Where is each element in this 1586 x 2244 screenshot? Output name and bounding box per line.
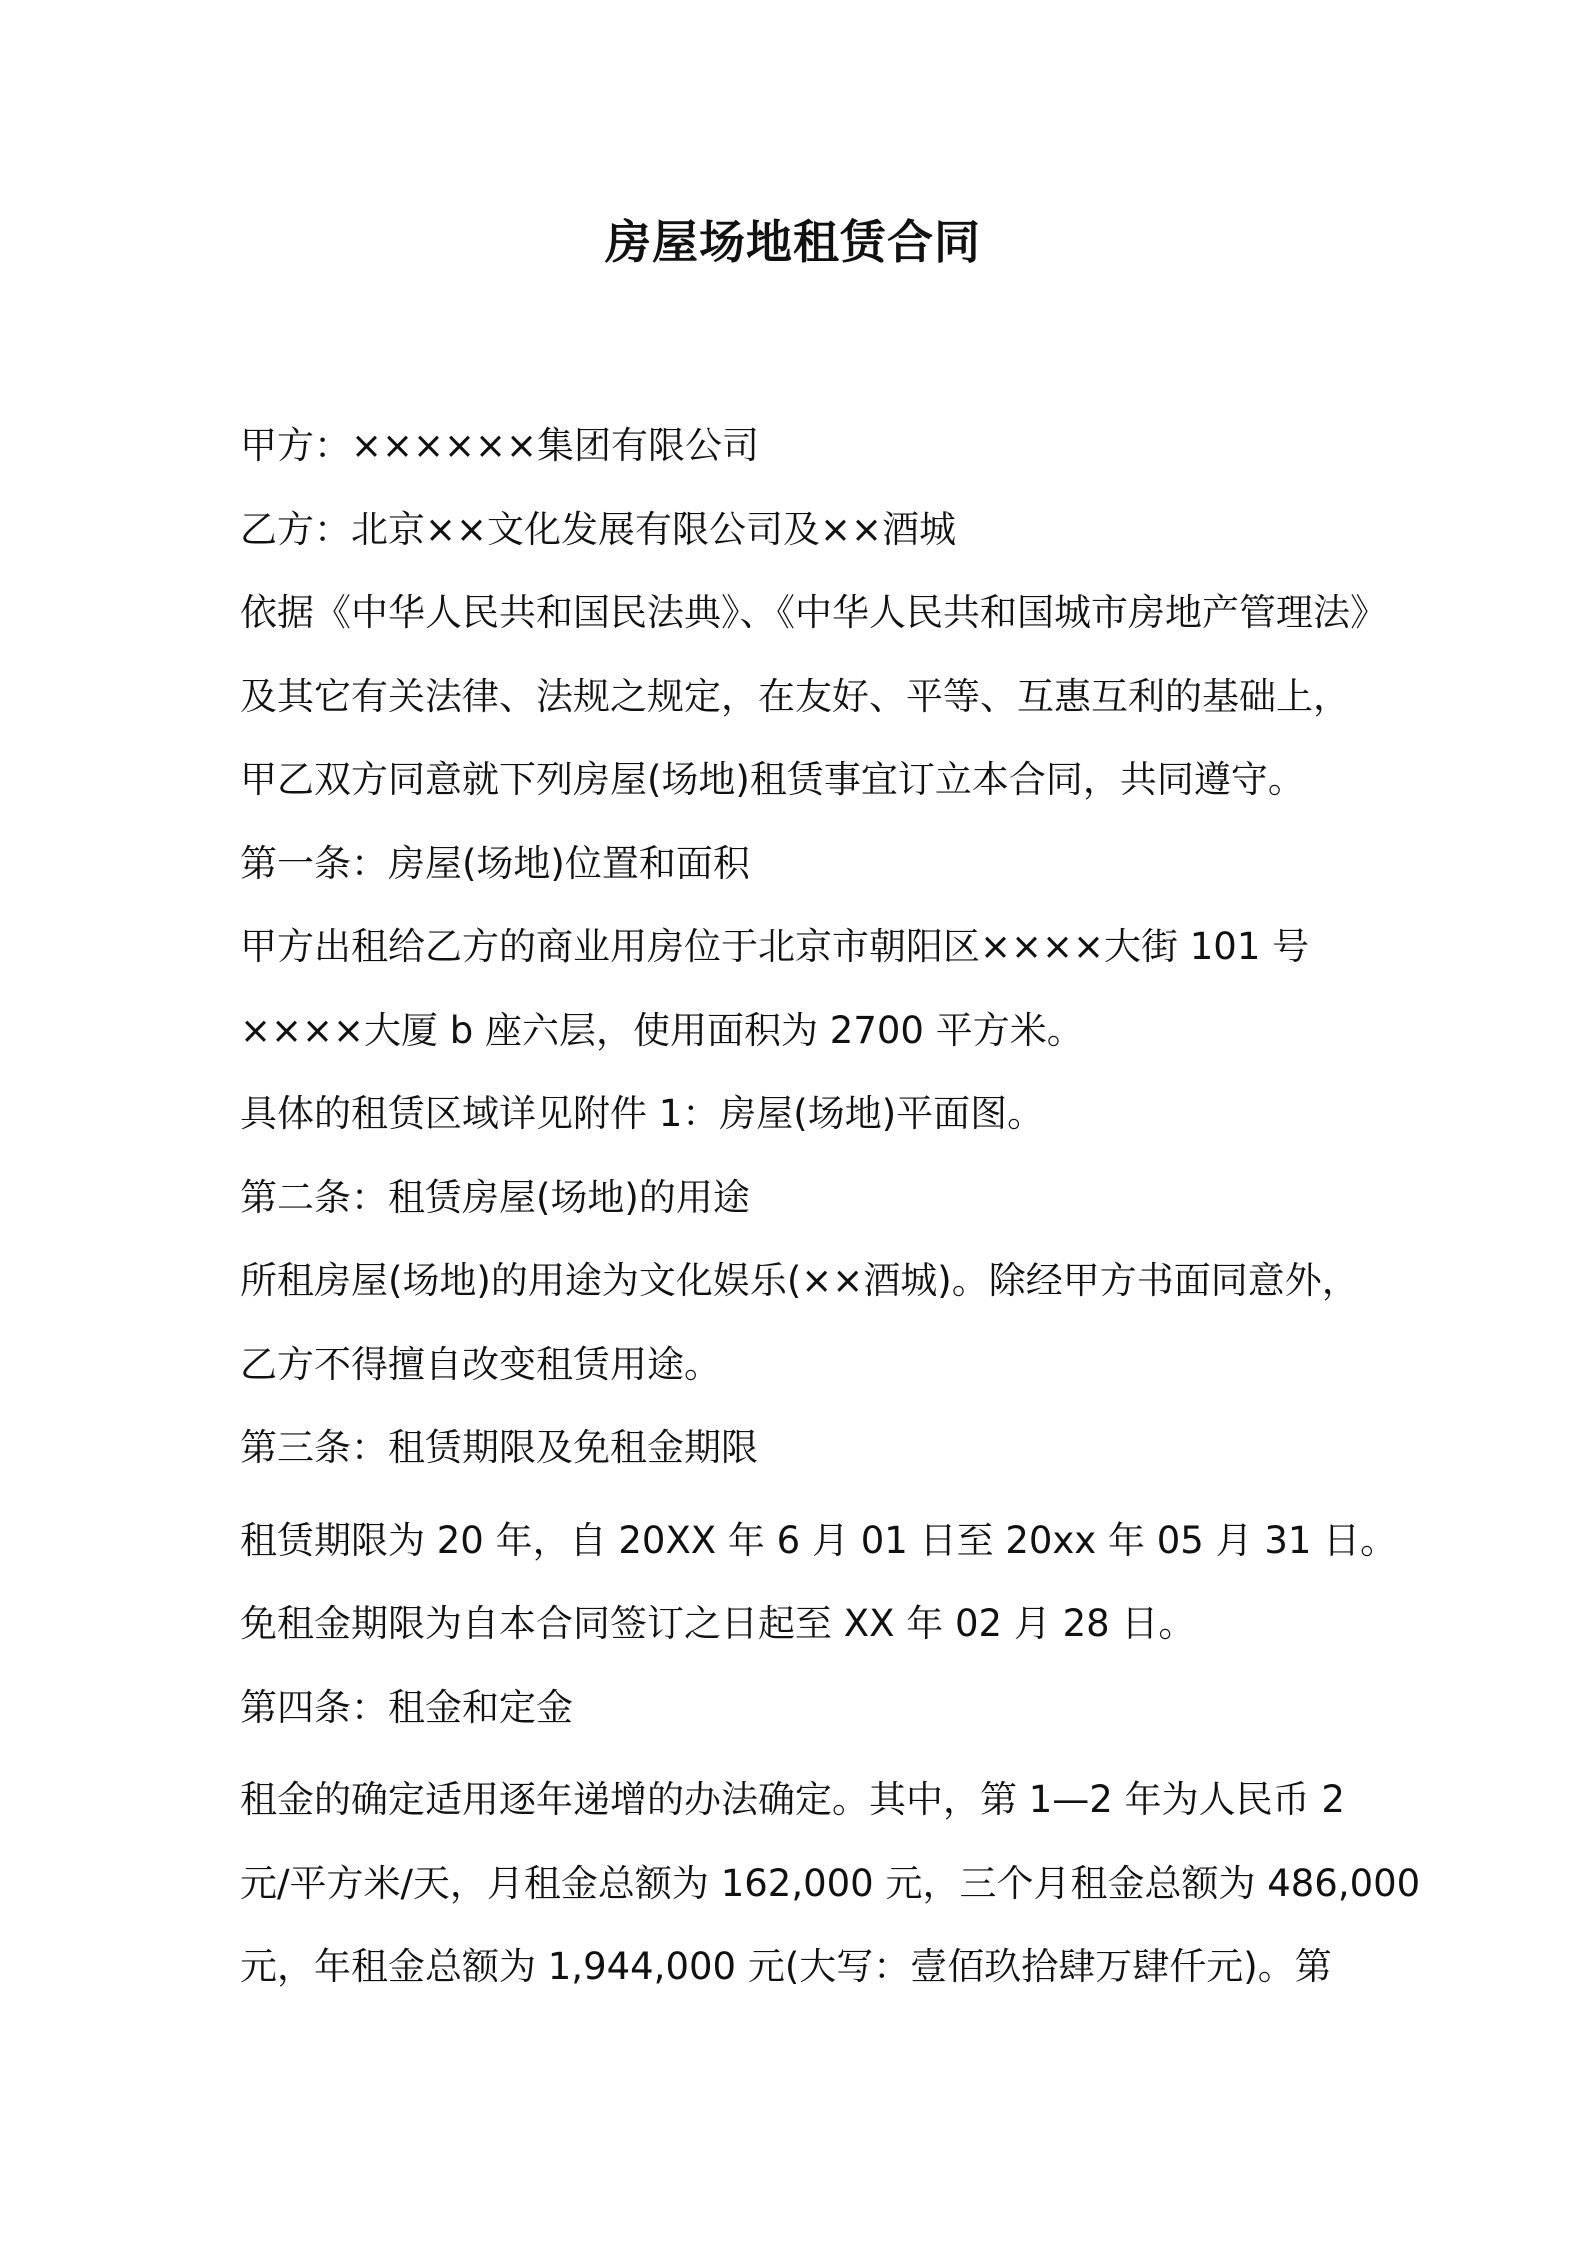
preamble-line-2: 及其它有关法律、法规之规定，在友好、平等、互惠互利的基础上，: [240, 674, 1350, 718]
article-2-line-2: 乙方不得擅自改变租赁用途。: [240, 1342, 721, 1386]
party-a-line: 甲方：××××××集团有限公司: [240, 424, 760, 467]
document-body: [240, 404, 1421, 2009]
article-1-heading: 第一条：房屋(场地)位置和面积: [240, 841, 750, 885]
article-4-line-1: 租金的确定适用逐年递增的办法确定。其中，第 1—2 年为人民币 2: [240, 1778, 1345, 1821]
article-2-line-1: 所租房屋(场地)的用途为文化娱乐(××酒城)。除经甲方书面同意外，: [240, 1259, 1359, 1302]
article-3-line-1: 租赁期限为 20 年，自 20XX 年 6 月 01 日至 20xx 年 05 月 31 日。: [240, 1518, 1398, 1562]
article-1-line-1: 甲方出租给乙方的商业用房位于北京市朝阳区××××大街 101 号: [240, 925, 1310, 968]
article-1-line-3: 具体的租赁区域详见附件 1：房屋(场地)平面图。: [240, 1092, 1045, 1135]
preamble-line-3: 甲乙双方同意就下列房屋(场地)租赁事宜订立本合同，共同遵守。: [240, 758, 1305, 801]
article-4-line-3: 元，年租金总额为 1,944,000 元(大写：壹佰玖拾肆万肆仟元)。第: [240, 1945, 1332, 1988]
article-1-line-2: ××××大厦 b 座六层，使用面积为 2700 平方米。: [240, 1008, 1084, 1052]
article-4-line-2: 元/平方米/天，月租金总额为 162,000 元，三个月租金总额为 486,000: [240, 1861, 1421, 1905]
article-3-heading: 第三条：租赁期限及免租金期限: [240, 1426, 758, 1469]
party-b-line: 乙方：北京××文化发展有限公司及××酒城: [240, 507, 957, 551]
preamble-line-1: 依据《中华人民共和国民法典》、《中华人民共和国城市房地产管理法》: [240, 591, 1387, 634]
article-3-line-2: 免租金期限为自本合同签订之日起至 XX 年 02 月 28 日。: [240, 1602, 1196, 1645]
article-2-heading: 第二条：租赁房屋(场地)的用途: [240, 1175, 750, 1219]
article-4-heading: 第四条：租金和定金: [240, 1685, 573, 1729]
document-title: 房屋场地租赁合同: [605, 215, 981, 269]
